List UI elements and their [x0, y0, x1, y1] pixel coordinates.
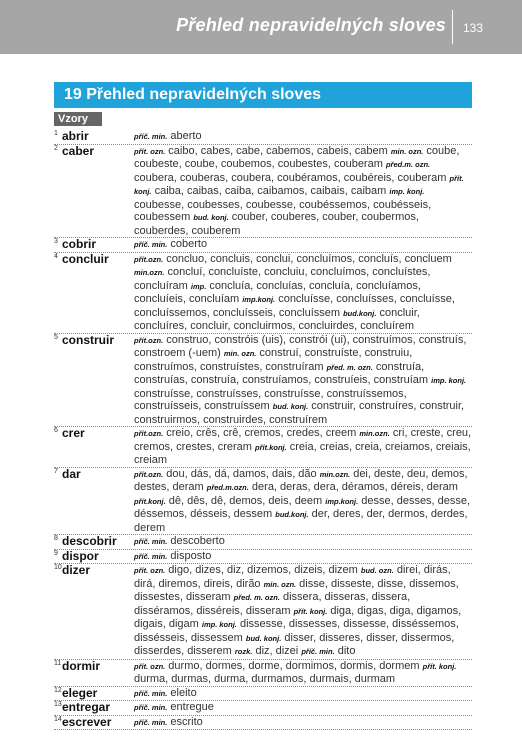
tense-label: min.ozn.: [319, 469, 351, 479]
tense-label: příč. min.: [134, 132, 168, 141]
tense-label: přít. ozn.: [134, 566, 166, 575]
entry-number: 7: [54, 467, 58, 475]
conjugated-forms: disposto: [167, 549, 212, 562]
verb-forms: [134, 564, 472, 659]
verb-infinitive: dormir: [62, 658, 101, 673]
conjugated-forms: dera, deras, dera, déramos, déreis, deram: [248, 481, 458, 493]
verb-infinitive: descobrir: [62, 534, 117, 548]
conjugated-forms: der, deres, der, dermos, derdes, derem: [134, 508, 468, 534]
conjugated-forms: direi, dirás, dirá, diremos, direis, dirão: [134, 564, 451, 590]
header-title: Přehled nepravidelných sloves: [176, 15, 446, 35]
tense-label: přít.konj.: [255, 442, 287, 452]
tense-label: příč. min.: [134, 537, 168, 546]
verb-forms: [134, 550, 472, 564]
tense-label: přít. konj.: [293, 606, 328, 616]
conjugated-forms: creio, crês, crê, cremos, credes, creem: [163, 427, 360, 439]
conjugated-forms: concluo, concluis, conclui, concluímos, concluís, concluem: [163, 252, 452, 265]
verb-forms: [134, 238, 472, 252]
conjugated-forms: concluí, concluíste, concluiu, concluímos, concluístes, concluíram: [134, 266, 431, 292]
verb-forms: [134, 145, 472, 238]
verb-entry: [54, 468, 472, 536]
tense-label: bud. ozn.: [360, 566, 394, 575]
conjugated-forms: concluía, concluías, concluía, concluíamos, concluíeis, concluíam: [134, 279, 421, 305]
conjugated-forms: construo, constróis (uis), constrói (ui), construímos, construís, constroem (-uem): [134, 333, 467, 359]
verb-infinitive: crer: [62, 426, 85, 440]
conjugated-forms: eleito: [167, 686, 197, 699]
tense-label: min. ozn.: [390, 146, 424, 156]
tense-label: imp. konj.: [389, 187, 425, 196]
verb-infinitive: eleger: [62, 685, 98, 700]
verb-infinitive: caber: [62, 143, 95, 158]
verb-forms: [134, 535, 472, 549]
conjugated-forms: digo, dizes, diz, dizemos, dizeis, dizem: [165, 564, 361, 576]
conjugated-forms: concluísse, concluísses, concluísse, concluíssemos, concluísseis, concluíssem: [134, 293, 455, 319]
tense-label: příč. min.: [301, 647, 335, 656]
verb-entry: [54, 427, 472, 468]
tense-label: imp.konj.: [242, 295, 276, 304]
entry-number: 13: [54, 701, 62, 708]
tense-label: imp.: [190, 281, 207, 291]
verb-forms: [134, 253, 472, 333]
conjugated-forms: coberto: [167, 238, 208, 250]
conjugated-forms: construía, construías, construía, construíamos, construíeis, construíam: [134, 360, 432, 386]
verb-infinitive: construir: [62, 332, 115, 347]
verb-entry: [54, 687, 472, 702]
verb-infinitive: abrir: [62, 129, 89, 143]
verb-infinitive: concluir: [62, 251, 109, 266]
verb-forms: [134, 660, 472, 686]
conjugated-forms: dê, dês, dê, demos, deis, deem: [165, 494, 326, 507]
verb-infinitive: entregar: [62, 700, 111, 714]
tense-label: přít.konj.: [134, 496, 166, 506]
tense-label: bud.konj.: [343, 308, 377, 318]
tense-label: přít. konj.: [134, 173, 464, 196]
conjugated-forms: construí, construíste, construiu, construímos, construístes, construíram: [134, 347, 413, 373]
verb-infinitive: dizer: [62, 563, 91, 577]
tense-label: rozk.: [234, 647, 253, 656]
tense-label: přít. konj.: [422, 661, 457, 671]
conjugated-forms: coube, coubeste, coube, coubemos, coubestes, couberam: [134, 144, 460, 170]
verb-entry: [54, 550, 472, 565]
tense-label: imp.konj.: [325, 496, 359, 506]
verb-entry: [54, 564, 472, 660]
conjugated-forms: dei, deste, deu, demos, destes, deram: [134, 467, 468, 493]
verb-forms: [134, 468, 472, 535]
verb-entry: [54, 701, 472, 716]
verb-forms: [134, 427, 472, 467]
conjugated-forms: cri, creste, creu, cremos, crestes, creram: [134, 427, 472, 453]
conjugated-forms: couber, couberes, couber, coubermos, couberdes, couberem: [134, 211, 419, 237]
section-label-box: [54, 112, 102, 126]
conjugated-forms: durmo, dormes, dorme, dormimos, dormis, dormem: [165, 659, 423, 672]
conjugated-forms: concluir, concluíres, concluir, concluirmos, concluirdes, concluírem: [134, 306, 420, 332]
tense-label: přít.ozn.: [134, 469, 164, 479]
tense-label: přít.ozn.: [134, 254, 164, 264]
conjugated-forms: descoberto: [167, 535, 225, 547]
verb-entry: [54, 660, 472, 687]
conjugated-forms: dissesse, dissesses, dissesse, disséssemos, dissésseis, dissessem: [134, 618, 459, 644]
verb-entry: [54, 145, 472, 239]
tense-label: příč. min.: [134, 703, 168, 712]
verb-forms: [134, 130, 472, 144]
verb-entry: [54, 253, 472, 334]
tense-label: min. ozn.: [223, 349, 257, 358]
section-label: Vzory: [58, 113, 88, 125]
tense-label: přít.ozn.: [134, 335, 164, 345]
conjugated-forms: escrito: [167, 715, 203, 728]
entry-number: 6: [54, 427, 58, 434]
conjugated-forms: dou, dás, dá, damos, dais, dão: [163, 467, 320, 480]
tense-label: příč. min.: [134, 240, 168, 249]
conjugated-forms: caiba, caibas, caiba, caibamos, caibais, caibam: [151, 185, 390, 197]
tense-label: přít. ozn.: [134, 146, 166, 156]
verb-forms: [134, 701, 472, 715]
entry-number: 12: [54, 686, 62, 694]
tense-label: bud. konj.: [245, 633, 282, 643]
conjugated-forms: dissera, disseras, dissera, disséramos, disséreis, disseram: [134, 591, 411, 617]
verb-entry: [54, 535, 472, 550]
conjugated-forms: caibo, cabes, cabe, cabemos, cabeis, cabem: [165, 144, 391, 157]
entry-number: 1: [54, 130, 58, 137]
verb-entry: [54, 334, 472, 428]
conjugated-forms: creia, creias, creia, creiamos, creiais, creiam: [134, 440, 471, 466]
verb-forms: [134, 334, 472, 427]
conjugated-forms: aberto: [167, 130, 202, 142]
verb-infinitive: escrever: [62, 714, 112, 729]
tense-label: min.ozn.: [359, 429, 390, 438]
tense-label: bud.konj.: [275, 510, 309, 519]
conjugated-forms: coubera, couberas, coubera, coubéramos, coubéreis, couberam: [134, 171, 450, 184]
entry-number: 5: [54, 333, 58, 341]
tense-label: příč. min.: [134, 688, 168, 698]
conjugated-forms: desse, desses, desse, déssemos, désseis, dessem: [134, 494, 471, 520]
verb-infinitive: cobrir: [62, 237, 97, 251]
tense-label: před.m.ozn.: [206, 483, 249, 492]
entry-number: 14: [54, 715, 62, 723]
verb-infinitive: dispor: [62, 548, 99, 563]
tense-label: min. ozn.: [263, 579, 297, 589]
tense-label: přít.ozn.: [134, 429, 164, 438]
tense-label: před. m. ozn.: [326, 362, 373, 372]
tense-label: přít. ozn.: [134, 661, 166, 671]
tense-label: bud. konj.: [193, 213, 229, 222]
tense-label: imp. konj.: [201, 620, 237, 629]
tense-label: imp. konj.: [431, 376, 467, 385]
conjugated-forms: construísse, construísses, construísse, construíssemos, construísseis, construíssem: [134, 387, 407, 412]
entry-number: 9: [54, 549, 58, 557]
entry-number: 8: [54, 535, 58, 542]
conjugated-forms: entregue: [167, 701, 214, 713]
tense-label: příč. min.: [134, 551, 168, 561]
verb-entry: [54, 238, 472, 253]
verb-entry: [54, 716, 472, 731]
conjugated-forms: construir, construíres, construir, construirmos, construirdes, construírem: [134, 400, 465, 426]
verb-forms: [134, 716, 472, 730]
conjugated-forms: diga, digas, diga, digamos, digais, digam: [134, 604, 462, 630]
conjugated-forms: disser, disseres, disser, dissermos, disserdes, disserem: [134, 631, 455, 657]
entry-number: 3: [54, 238, 58, 245]
page-number: 133: [463, 21, 484, 35]
entry-number: 10: [54, 564, 62, 571]
tense-label: bud. konj.: [272, 402, 309, 411]
chapter-heading: [54, 82, 472, 108]
verb-list: [54, 130, 472, 730]
tense-label: příč. min.: [134, 717, 168, 727]
tense-label: min.ozn.: [134, 268, 165, 277]
chapter-title: 19 Přehled nepravidelných sloves: [64, 86, 322, 103]
entry-number: 4: [54, 252, 58, 260]
verb-infinitive: dar: [62, 466, 81, 481]
entry-number: 2: [54, 144, 58, 152]
verb-entry: [54, 130, 472, 145]
conjugated-forms: diz, dizei: [252, 645, 302, 657]
entry-number: 11: [54, 659, 62, 667]
conjugated-forms: dito: [334, 645, 356, 657]
tense-label: před. m. ozn.: [233, 593, 280, 602]
page-header: [0, 0, 522, 54]
conjugated-forms: disse, disseste, disse, dissemos, dissestes, disseram: [134, 577, 459, 603]
verb-forms: [134, 687, 472, 701]
conjugated-forms: durma, durmas, durma, durmamos, durmais, durmam: [134, 673, 396, 685]
tense-label: před.m. ozn.: [385, 160, 431, 169]
header-divider: [452, 10, 453, 44]
conjugated-forms: coubesse, coubesses, coubesse, coubéssemos, coubésseis, coubessem: [134, 198, 432, 223]
